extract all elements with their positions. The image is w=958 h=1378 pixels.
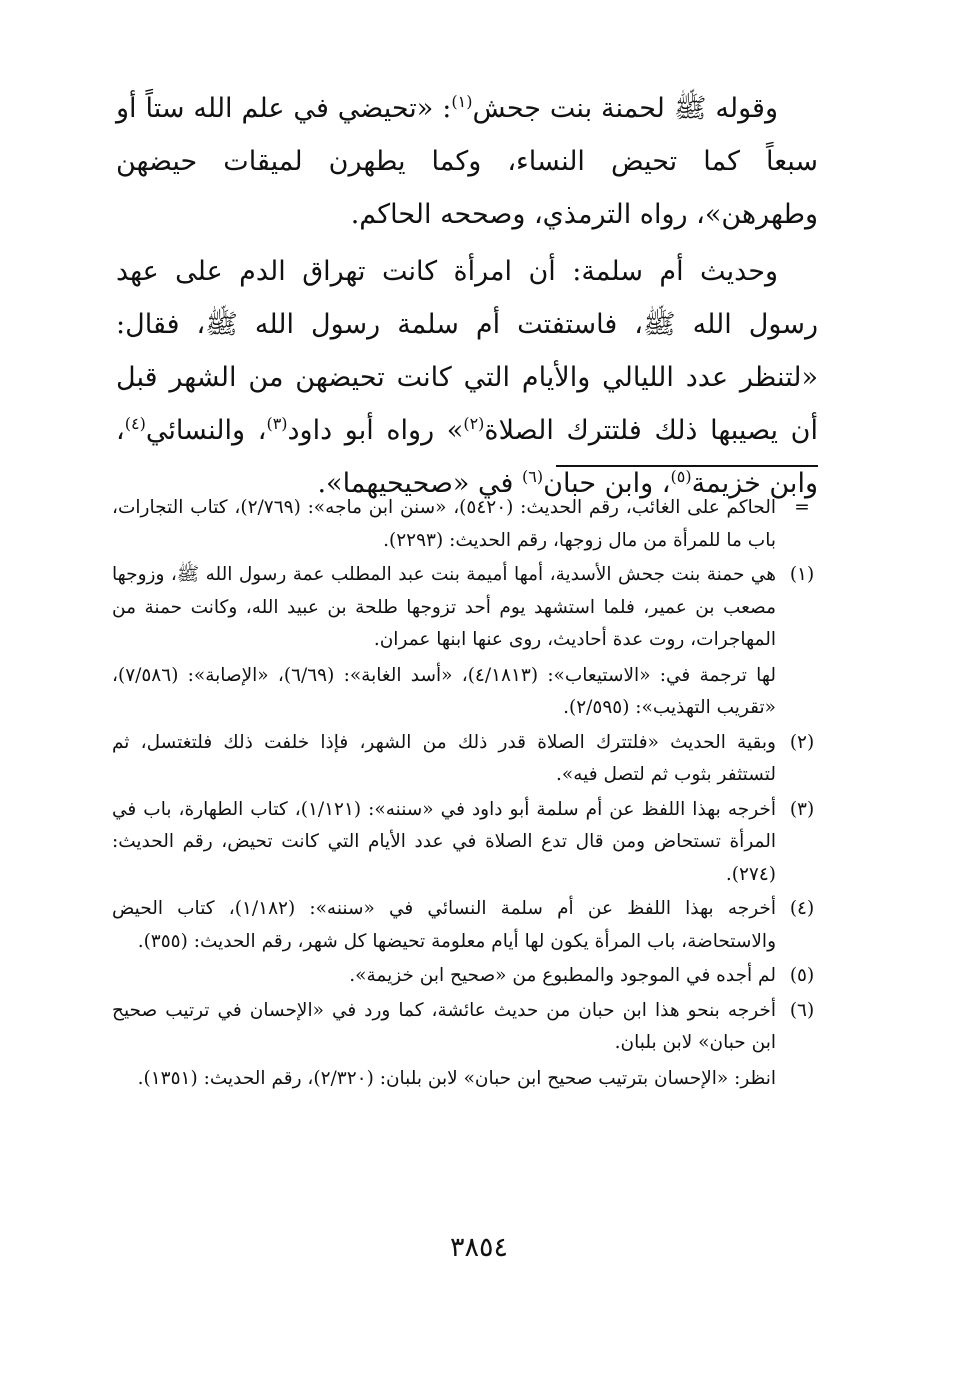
footnote-number: (٣): [789, 798, 815, 820]
footnote-ref: (٣): [266, 414, 288, 433]
footnote-ref: (٢): [463, 414, 485, 433]
footnote-continuation: [112, 492, 820, 557]
footnote-5: [112, 960, 820, 993]
footnote-ref: (٤): [124, 414, 146, 433]
footnote-number: (١): [789, 564, 815, 585]
footnote-text: الحاكم على الغائب، رقم الحديث: (٥٤٢٠)، «سنن ابن ماجه»: (٢/٧٦٩)، كتاب التجارات، باب ما للمرأة من مال زوجها، رقم الحديث: (٢٢٩٣).: [112, 497, 776, 551]
body-text: : «تحيضي في علم الله ستاً أو سبعاً كما تحيض النساء، وكما يطهرن لميقات حيضهن وطهرهن»، رواه الترمذي، وصححه الحاكم.: [116, 93, 818, 230]
body-paragraph: [116, 82, 818, 241]
footnote-number: =: [794, 497, 810, 518]
footnote-text: أخرجه بنحو هذا ابن حبان من حديث عائشة، كما ورد في «الإحسان في ترتيب صحيح ابن حبان» لابن بلبان.: [112, 999, 776, 1053]
footnote-number: (٦): [789, 999, 815, 1021]
footnote-text: أخرجه بهذا اللفظ عن أم سلمة النسائي في «سننه»: (١/١٨٢)، كتاب الحيض والاستحاضة، باب المرأة يكون لها أيام معلومة تحيضها كل شهر، رقم الحديث: (٣٥٥).: [112, 898, 777, 952]
page-number: ٣٨٥٤: [449, 1232, 508, 1263]
body-text: » رواه أبو داود: [287, 415, 464, 446]
footnote-ref: (٦): [522, 467, 544, 486]
footnote-ref: (١): [451, 92, 473, 111]
body-text: وقوله ﷺ لحمنة بنت جحش: [472, 93, 778, 124]
footnote-4: [112, 893, 820, 958]
footnote-number: (٢): [789, 731, 815, 753]
footnotes: [112, 492, 820, 1097]
footnote-1: [112, 559, 820, 725]
footnote-number: (٤): [789, 898, 815, 919]
footnote-number: (٥): [789, 965, 815, 986]
footnote-6: [112, 995, 820, 1096]
footnote-ref: (٥): [670, 467, 692, 486]
footnote-text: وبقية الحديث «فلتترك الصلاة قدر ذلك من الشهر، فإذا خلفت ذلك فلتغتسل، ثم لتستثفر بثوب ثم لتصل فيه».: [112, 731, 776, 785]
body-text: في «صحيحيهما».: [317, 468, 523, 499]
body-text: ، والنسائي: [145, 415, 267, 446]
body-text: ، وابن خزيمة: [116, 415, 818, 499]
body-text: وحديث أم سلمة: أن امرأة كانت تهراق الدم على عهد رسول الله ﷺ، فاستفتت أم سلمة رسول الله ﷺ، فقال: «لتنظر عدد الليالي والأيام التي كانت تحيضهن من الشهر قبل أن يصيبها ذلك فلتترك الصلاة: [116, 256, 818, 446]
footnote-text: أخرجه بهذا اللفظ عن أم سلمة أبو داود في «سننه»: (١/١٢١)، كتاب الطهارة، باب في المرأة تستحاض ومن قال تدع الصلاة في عدد الأيام التي كانت تحيض، رقم الحديث: (٢٧٤).: [112, 798, 776, 885]
main-text: [116, 82, 818, 514]
footnote-text: انظر: «الإحسان بترتيب صحيح ابن حبان» لابن بلبان: (٢/٣٢٠)، رقم الحديث: (١٣٥١).: [137, 1067, 776, 1089]
footnote-2: [112, 727, 820, 792]
footnote-text: لها ترجمة في: «الاستيعاب»: (٤/١٨١٣)، «أسد الغابة»: (٦/٦٩)، «الإصابة»: (٧/٥٨٦)، «تقريب التهذيب»: (٢/٥٩٥).: [112, 664, 776, 718]
footnote-text: هي حمنة بنت جحش الأسدية، أمها أميمة بنت عبد المطلب عمة رسول الله ﷺ، وزوجها مصعب بن عمير، فلما استشهد يوم أحد تزوجها طلحة بن عبيد الله، وكانت حمنة من المهاجرات، روت عدة أحاديث، روى عنها ابنها عمران.: [112, 564, 776, 650]
body-text: ، وابن حبان: [543, 468, 671, 499]
footnote-3: [112, 794, 820, 892]
footnote-text: لم أجده في الموجود والمطبوع من «صحيح ابن خزيمة».: [349, 965, 776, 986]
body-paragraph: [116, 245, 818, 510]
footnote-separator: [556, 465, 818, 467]
